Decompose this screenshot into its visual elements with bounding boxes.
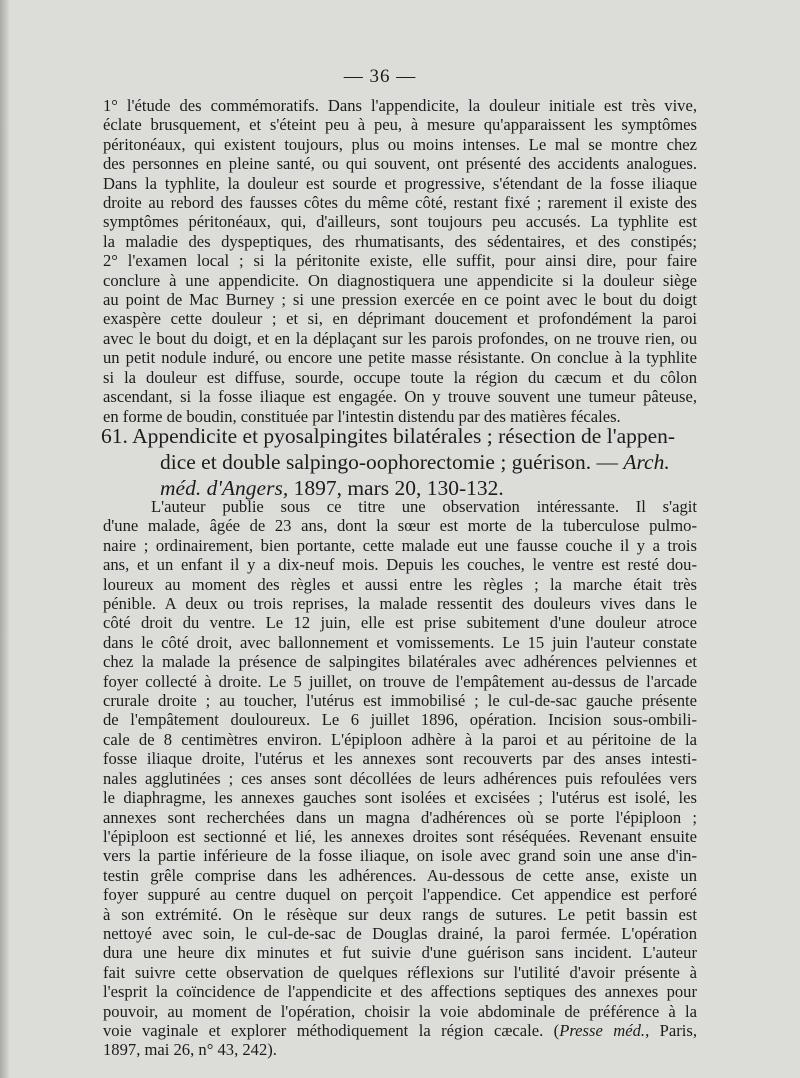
paragraph-diagnosis (103, 96, 697, 426)
text-line: 1° l'étude des commémoratifs. Dans l'appendicite, la douleur initiale est très vive, (103, 96, 697, 115)
text-line: symptômes péritonéaux, qui, d'ailleurs, sont toujours peu accusés. La typhlite est (103, 212, 697, 232)
citation-journal: Presse méd. (559, 1020, 646, 1040)
text-line: voie vaginale et explorer méthodiquement la région cæcale. (Presse méd., Paris, (103, 1020, 697, 1040)
article-heading (101, 423, 701, 501)
text-line: ascendant, si la fosse iliaque est engagée. On y trouve souvent une tumeur pâteuse, (103, 387, 697, 407)
text-line: foyer suppuré au centre duquel on perçoit l'appendice. Cet appendice est perforé (103, 885, 697, 905)
text-line: conclure à une appendicite. On diagnostiquera une appendicite si la douleur siège (103, 270, 697, 290)
text-line: avec le bout du doigt, et en la déplaçant sur les parois profondes, on ne trouve rien, ou (103, 328, 697, 348)
text-line: en forme de boudin, constituée par l'intestin distendu par des matières fécales. (103, 406, 621, 426)
text-line: éclate brusquement, et s'éteint peu à peu, à mesure qu'apparaissent les symptômes (103, 115, 697, 135)
heading-number: 61. (101, 424, 128, 448)
text-line: cale de 8 centimètres environ. L'épiploon adhère à la paroi et au péritoine de la (103, 729, 697, 749)
text-line: ans, et un enfant il y a dix-neuf mois. Depuis les couches, le ventre est resté dou- (103, 555, 697, 575)
text-line: à son extrémité. On le résèque sur deux rangs de sutures. Le petit bassin est (103, 904, 697, 924)
text-line: un petit nodule induré, ou encore une petite masse résistante. On conclue à la typhlite (103, 348, 697, 368)
text-line: L'auteur publie sous ce titre une observation intéressante. Il s'agit (151, 497, 697, 516)
text-line: si la douleur est diffuse, sourde, occupe toute la région du cæcum et du côlon (103, 367, 697, 387)
text-line: d'une malade, âgée de 23 ans, dont la sœur est morte de la tuberculose pulmo- (103, 516, 697, 536)
text-line: de l'empâtement douloureux. Le 6 juillet 1896, opération. Incision sous-ombili- (103, 710, 697, 730)
text-line: loureux au moment des règles et aussi entre les règles ; la marche était très (103, 574, 697, 594)
text-line: 2° l'examen local ; si la péritonite existe, elle suffit, pour ainsi dire, pour faire (103, 251, 697, 271)
text-line: le diaphragme, les annexes gauches sont isolées et excisées ; l'utérus est isolé, les (103, 788, 697, 808)
text-line: vers la partie inférieure de la fosse iliaque, on isole avec grand soin une anse d'in- (103, 846, 697, 866)
text-line: dans le côté droit, avec ballonnement et vomissements. Le 15 juin l'auteur constate (103, 632, 697, 652)
page-edge-shadow (0, 0, 10, 1078)
text-line: la maladie des dyspeptiques, des rhumatisants, des sédentaires, et des constipés; (103, 231, 697, 251)
text-line: fosse iliaque droite, l'utérus et les annexes sont recouverts par des anses intesti- (103, 749, 697, 769)
text-line: fait suivre cette observation de quelques réflexions sur l'utilité d'avoir présente à (103, 962, 697, 982)
text-line: côté droit du ventre. Le 12 juin, elle est prise subitement d'une douleur atroce (103, 613, 697, 633)
heading-line-1: 61. Appendicite et pyosalpingites bilatérales ; résection de l'appen- (101, 424, 676, 448)
text-line: annexes sont recherchées dans un magna d'adhérences où se porte l'épiploon ; (103, 807, 697, 827)
text-line: l'épiploon est sectionné et lié, les annexes droites sont réséquées. Revenant ensuite (103, 826, 697, 846)
heading-line-2: dice et double salpingo-oophorectomie ; guérison. — Arch. (160, 450, 670, 474)
citation-place: , Paris, (645, 1020, 697, 1040)
text-line: pouvoir, au moment de l'opération, choisir la voie abdominale de préférence à la (103, 1001, 697, 1021)
text-line: nettoyé avec soin, le cul-de-sac de Douglas drainé, la paroi fermée. L'opération (103, 923, 697, 943)
text-line: droite au rebord des fausses côtes du même côté, restant fixé ; rarement il existe des (103, 193, 697, 213)
text-line: exaspère cette douleur ; et si, en déprimant doucement et profondément la paroi (103, 309, 697, 329)
page-number: — 36 — (343, 66, 417, 87)
text-line: foyer collecté à droite. Le 5 juillet, on trouve de l'empâtement au-dessus de l'arcade (103, 671, 697, 691)
heading-line-3: méd. d'Angers, 1897, mars 20, 130-132. (160, 476, 504, 500)
text-line: l'esprit la coïncidence de l'appendicite et des affections septiques des annexes pour (103, 982, 697, 1002)
paragraph-observation (103, 497, 697, 1060)
text-line: péritonéaux, qui existent toujours, plus ou moins intenses. Le mal se montre chez (103, 134, 697, 154)
text-line: au point de Mac Burney ; si une pression exercée en ce point avec le bout du doigt (103, 290, 697, 310)
text-line: Dans la typhlite, la douleur est sourde et progressive, s'étendant de la fosse iliaque (103, 173, 697, 193)
text-line: chez la malade la présence de salpingites bilatérales avec adhérences pelviennes et (103, 652, 697, 672)
text-line: pénible. A deux ou trois reprises, la malade ressentit des douleurs vives dans le (103, 594, 697, 614)
text-line: crurale droite ; au toucher, l'utérus est immobilisé ; le cul-de-sac gauche présente (103, 691, 697, 711)
text-line: des personnes en pleine santé, ou qui souvent, ont présenté des accidents analogues. (103, 154, 697, 174)
text-line: testin grêle comprise dans les adhérences. Au-dessous de cette anse, existe un (103, 865, 697, 885)
text-line: naire ; ordinairement, bien portante, cette malade eut une fausse couche il y a trois (103, 535, 697, 555)
text-line: nales agglutinées ; ces anses sont décollées de leurs adhérences puis refoulées vers (103, 768, 697, 788)
text-line: dura une heure dix minutes et fut suivie d'une guérison sans incident. L'auteur (103, 943, 697, 963)
text-line: 1897, mai 26, n° 43, 242). (103, 1040, 277, 1060)
